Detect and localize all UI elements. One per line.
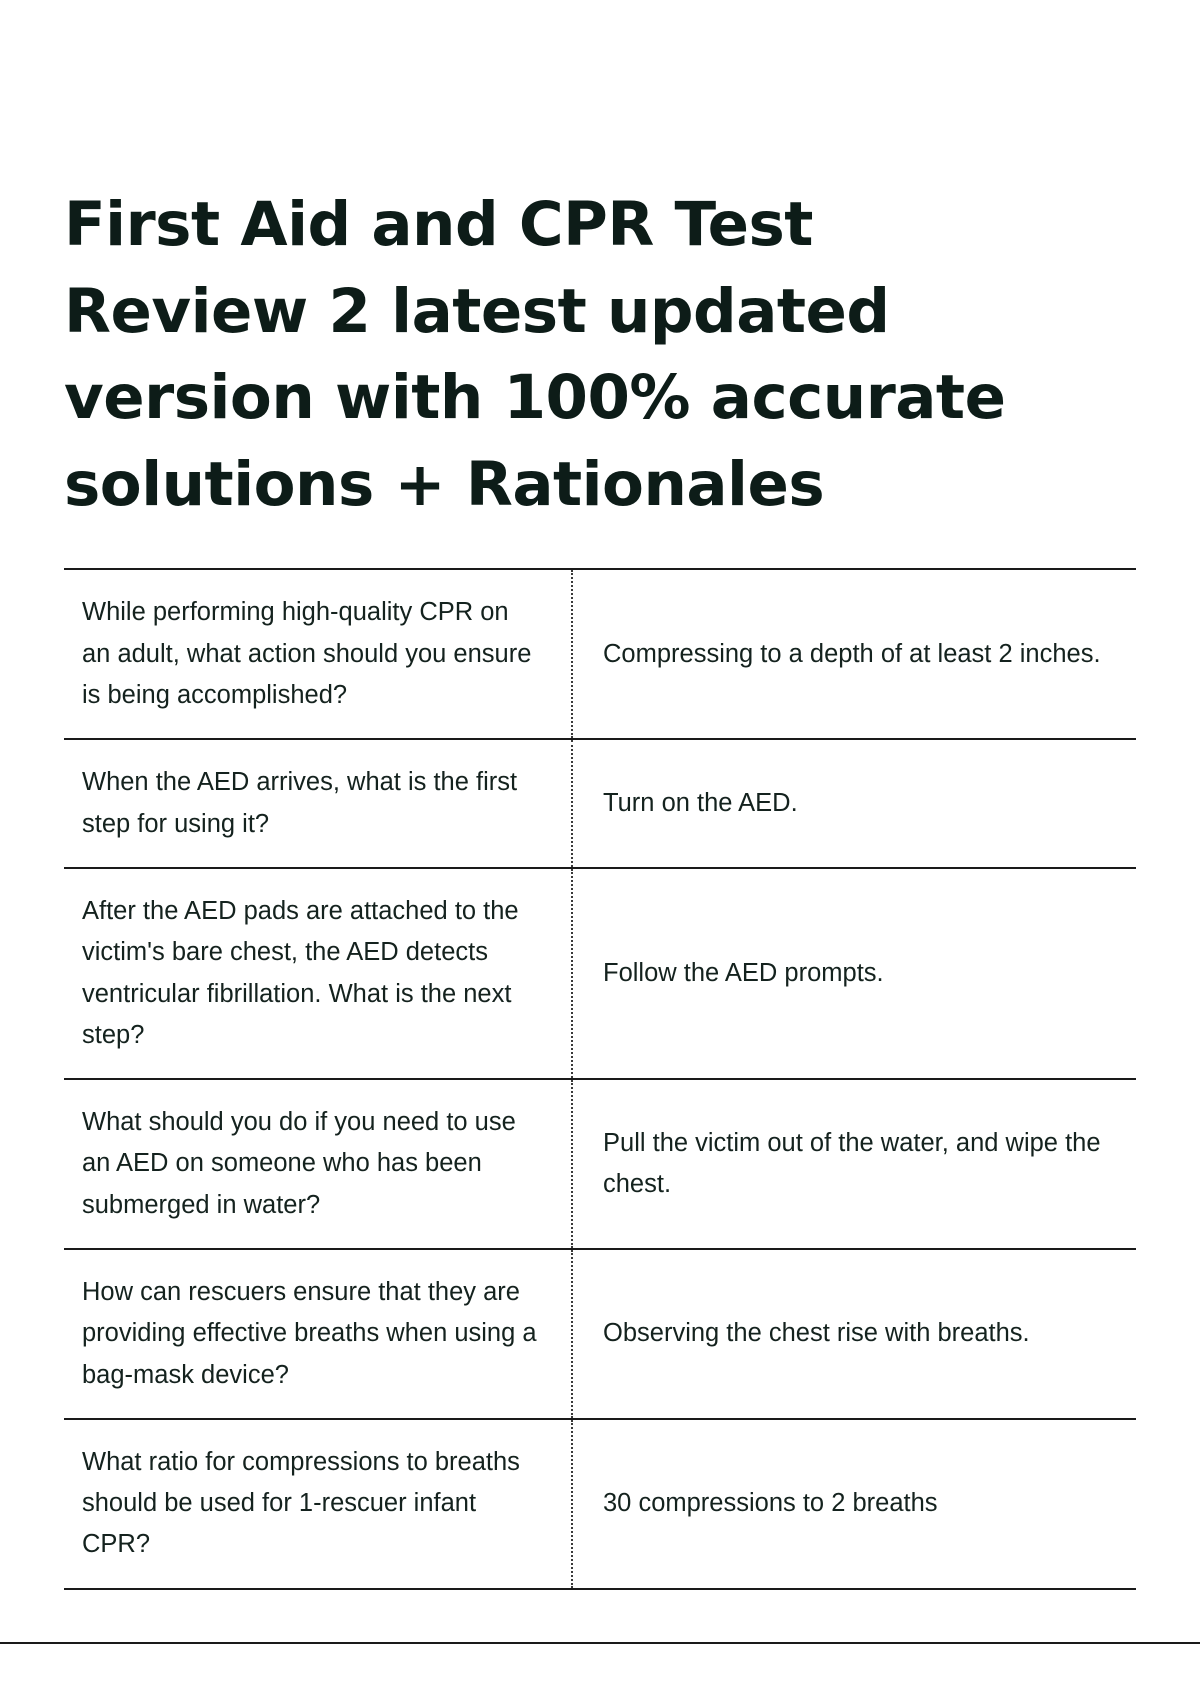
- page-title: First Aid and CPR Test Review 2 latest updated version with 100% accurate solutions + Rationales: [64, 189, 1006, 520]
- answer-cell: Compressing to a depth of at least 2 inches.: [603, 639, 1101, 668]
- table-row: [64, 1419, 1136, 1589]
- answer-cell: Pull the victim out of the water, and wipe the chest.: [603, 1128, 1101, 1199]
- answer-cell: Turn on the AED.: [603, 788, 798, 817]
- answer-cell: Follow the AED prompts.: [603, 958, 884, 987]
- table-row: [64, 868, 1136, 1079]
- answer-cell: 30 compressions to 2 breaths: [603, 1489, 938, 1518]
- answer-cell: Observing the chest rise with breaths.: [603, 1319, 1030, 1348]
- table-row: [64, 1249, 1136, 1419]
- question-cell: How can rescuers ensure that they are providing effective breaths when using a bag-mask device?: [64, 1249, 572, 1419]
- question-cell: What should you do if you need to use an AED on someone who has been submerged in water?: [64, 1079, 572, 1249]
- table-row: [64, 1079, 1136, 1249]
- question-answer-table: [64, 568, 1136, 1589]
- table-row: [64, 569, 1136, 739]
- question-cell: While performing high-quality CPR on an adult, what action should you ensure is being accomplished?: [64, 569, 572, 739]
- question-cell: When the AED arrives, what is the first step for using it?: [64, 739, 572, 868]
- question-cell: What ratio for compressions to breaths should be used for 1-rescuer infant CPR?: [64, 1419, 572, 1589]
- page-footer-divider: [0, 1642, 1200, 1644]
- table-row: [64, 739, 1136, 868]
- question-cell: After the AED pads are attached to the victim's bare chest, the AED detects ventricular fibrillation. What is the next step?: [64, 868, 572, 1079]
